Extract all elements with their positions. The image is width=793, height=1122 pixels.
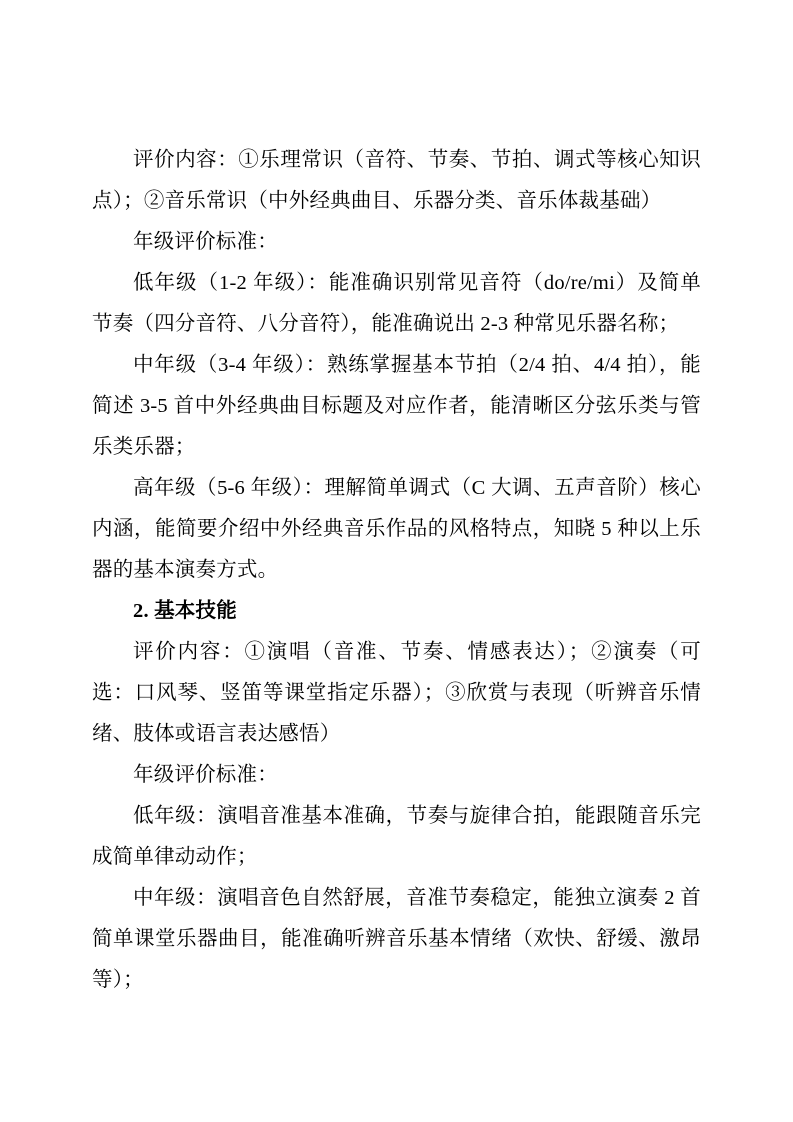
section-heading-basic-skills: 2. 基本技能 <box>133 600 237 622</box>
paragraph-evaluation-content-theory: 评价内容：①乐理常识（音符、节奏、节拍、调式等核心知识点）；②音乐常识（中外经典曲目、乐器分类、音乐体裁基础） <box>92 149 701 212</box>
paragraph-grade-standard-label-1: 年级评价标准： <box>133 231 278 253</box>
paragraph-upper-grade-theory: 高年级（5-6 年级）：理解简单调式（C 大调、五声音阶）核心内涵，能简要介绍中外经典音乐作品的风格特点，知晓 5 种以上乐器的基本演奏方式。 <box>92 477 701 581</box>
paragraph-middle-grade-theory: 中年级（3-4 年级）：熟练掌握基本节拍（2/4 拍、4/4 拍），能简述 3-5 首中外经典曲目标题及对应作者，能清晰区分弦乐类与管乐类乐器； <box>92 354 701 458</box>
document-body <box>92 140 701 1001</box>
paragraph-lower-grade-skills: 低年级：演唱音准基本准确，节奏与旋律合拍，能跟随音乐完成简单律动动作； <box>92 805 701 868</box>
paragraph-evaluation-content-skills: 评价内容：①演唱（音准、节奏、情感表达）；②演奏（可选：口风琴、竖笛等课堂指定乐器）；③欣赏与表现（听辨音乐情绪、肢体或语言表达感悟） <box>92 641 701 745</box>
paragraph-middle-grade-skills: 中年级：演唱音色自然舒展，音准节奏稳定，能独立演奏 2 首简单课堂乐器曲目，能准确听辨音乐基本情绪（欢快、舒缓、激昂等）； <box>92 887 701 991</box>
paragraph-grade-standard-label-2: 年级评价标准： <box>133 764 278 786</box>
paragraph-lower-grade-theory: 低年级（1-2 年级）：能准确识别常见音符（do/re/mi）及简单节奏（四分音符、八分音符），能准确说出 2-3 种常见乐器名称； <box>92 272 701 335</box>
